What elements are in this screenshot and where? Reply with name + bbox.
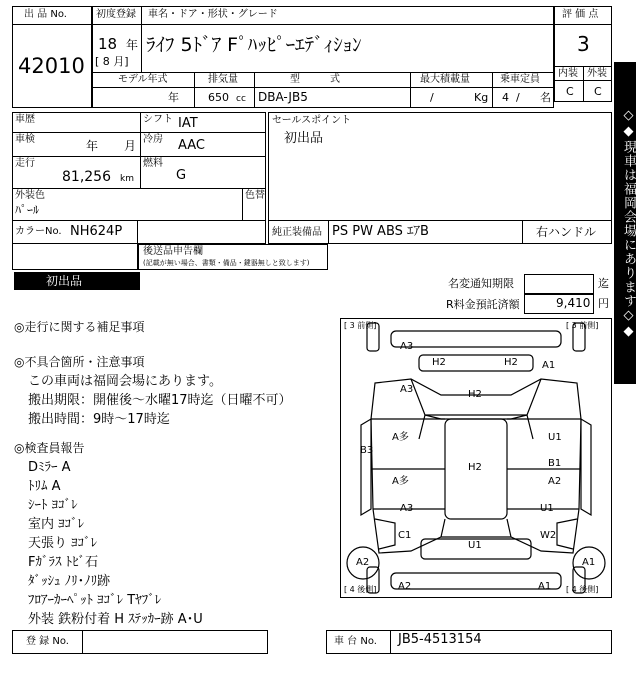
aftermarket-label: 後送品申告欄 — [143, 246, 203, 257]
fuel-value: G — [176, 168, 187, 183]
car-diagram-svg — [341, 319, 611, 597]
damage-mark: A3 — [400, 341, 414, 352]
defect-line: この車両は福岡会場にあります。 — [28, 374, 222, 389]
displacement-label: 排気量 — [208, 74, 238, 85]
color-no-box — [12, 220, 138, 270]
exterior-label: 外装 — [587, 68, 607, 79]
model-year-unit: 年 — [168, 91, 179, 104]
first-listing-text: 初出品 — [46, 274, 83, 288]
type-value: DBA-JB5 — [258, 90, 308, 104]
color-change-label: 色替 — [245, 190, 265, 201]
defect-notes-header: ◎不具合箇所・注意事項 — [14, 355, 145, 369]
recycle-label: R料金預託済額 — [446, 298, 520, 311]
inspector-line: ｼｰﾄ ﾖｺﾞﾚ — [28, 498, 78, 513]
chassis-number-value: JB5-4513154 — [398, 632, 482, 647]
damage-mark: A3 — [400, 384, 414, 395]
damage-mark: U1 — [548, 432, 562, 443]
shift-label: シフト — [143, 114, 173, 125]
sales-point-label: セールスポイント — [272, 115, 352, 126]
damage-mark: A多 — [392, 432, 409, 443]
name-change-label: 名変通知期限 — [448, 277, 514, 290]
recycle-unit: 円 — [598, 297, 609, 310]
inspector-line: Dﾐﾗｰ A — [28, 460, 71, 475]
capacity-value: 4 — [502, 91, 509, 104]
name-change-unit: 迄 — [598, 277, 609, 290]
inspector-line: 室内 ﾖｺﾞﾚ — [28, 517, 85, 532]
registration-number-label: 登 録 No. — [26, 636, 69, 647]
interior-grade: C — [566, 85, 574, 98]
fuel-label: 燃料 — [143, 158, 163, 169]
aftermarket-note: (記載が無い場合、書類・備品・鍵器無しと致します) — [143, 259, 310, 267]
damage-mark: H2 — [468, 389, 482, 400]
damage-mark: U1 — [468, 540, 482, 551]
displacement-value: 650 — [208, 91, 229, 104]
defect-line: 搬出時間：9時～17時迄 — [28, 412, 170, 427]
mileage-unit: km — [120, 174, 134, 184]
shift-value: IAT — [178, 116, 198, 131]
damage-mark: A2 — [548, 476, 562, 487]
displacement-unit: cc — [236, 94, 246, 104]
inspection-label: 車検 — [15, 134, 35, 145]
mileage-value: 81,256 — [62, 169, 111, 185]
exterior-color-label: 外装色 — [15, 190, 45, 201]
damage-mark: W2 — [540, 530, 557, 541]
sales-point-value: 初出品 — [284, 131, 324, 146]
inspector-line: Fｶﾞﾗｽ ﾄﾋﾞ石 — [28, 555, 99, 570]
driving-notes-header: ◎走行に関する補足事項 — [14, 320, 145, 334]
inspector-line: ﾌﾛｱｰｶｰﾍﾟｯﾄ ﾖｺﾞﾚ Tﾔﾌﾞﾚ — [28, 593, 162, 608]
lot-number: 42010 — [18, 54, 85, 78]
car-name: ﾗｲﾌ 5ﾄﾞｱ Fﾟﾊｯﾋﾟｰｴﾃﾞｨｼｮﾝ — [146, 34, 362, 56]
damage-mark: A3 — [400, 503, 414, 514]
damage-mark: U1 — [540, 503, 554, 514]
damage-diagram — [340, 318, 612, 598]
inspector-line: ﾄﾘﾑ A — [28, 479, 61, 494]
defect-line: 搬出期限：開催後～水曜17時迄（日曜不可） — [28, 393, 292, 408]
capacity-unit: 名 — [540, 91, 551, 104]
capacity-separator: / — [516, 91, 520, 104]
location-banner-text: ◇◆現車は福岡会場にあります◇◆ — [621, 108, 636, 340]
inspection-month-unit: 月 — [124, 139, 137, 153]
history-label: 車歴 — [15, 114, 35, 125]
color-no-value: NH624P — [70, 224, 123, 239]
rating-value: 3 — [577, 32, 590, 56]
interior-label: 内装 — [558, 68, 578, 79]
corner-label: [ 3 前側] — [344, 321, 377, 330]
damage-mark: H2 — [432, 357, 446, 368]
damage-mark: A1 — [582, 557, 596, 568]
chassis-number-label: 車 台 No. — [334, 636, 377, 647]
equipment-label: 純正装備品 — [272, 227, 322, 238]
damage-mark: A多 — [392, 476, 409, 487]
exterior-color-value: ﾊﾟｰﾙ — [15, 203, 40, 217]
max-load-unit: Kg — [474, 91, 489, 104]
inspection-year-unit: 年 — [86, 139, 99, 153]
max-load-value: / — [430, 91, 434, 104]
inspector-line: ﾀﾞｯｼｭ ﾉﾘ･ﾉﾘ跡 — [28, 574, 111, 589]
steering-value: 右ハンドル — [536, 225, 597, 239]
damage-mark: A2 — [356, 557, 370, 568]
first-registration-year: 18 — [98, 35, 118, 53]
damage-mark: A2 — [398, 581, 412, 592]
damage-mark: A1 — [542, 360, 556, 371]
notes-section — [14, 318, 334, 629]
year-unit: 年 — [126, 38, 139, 52]
damage-mark: H2 — [468, 462, 482, 473]
max-load-label: 最大積載量 — [420, 74, 470, 85]
damage-mark: B1 — [548, 458, 562, 469]
inspector-line: 天張り ﾖｺﾞﾚ — [28, 536, 98, 551]
equipment-value: PS PW ABS ｴｱB — [332, 224, 429, 239]
damage-mark: B3 — [360, 445, 374, 456]
name-change-field — [524, 274, 594, 294]
damage-mark: C1 — [398, 530, 412, 541]
type-label: 型 式 — [290, 74, 340, 85]
mileage-label: 走行 — [15, 158, 35, 169]
rating-label: 評 価 点 — [562, 9, 599, 20]
first-registration-label: 初度登録 — [96, 9, 136, 20]
damage-mark: A1 — [538, 581, 552, 592]
corner-label: [ 4 後側] — [344, 585, 377, 594]
color-no-label: カラーNo. — [15, 226, 62, 237]
inspector-line: 外装 鉄粉付着 H ｽﾃｯｶｰ跡 A･U — [28, 612, 203, 627]
corner-label: [ 3 前側] — [566, 321, 599, 330]
corner-label: [ 4 後側] — [566, 585, 599, 594]
inspector-report-header: ◎検査員報告 — [14, 441, 85, 455]
recycle-value: 9,410 — [556, 296, 591, 310]
model-year-label: モデル年式 — [118, 74, 168, 85]
exterior-grade: C — [594, 85, 602, 98]
ac-value: AAC — [178, 138, 205, 153]
lot-no-label: 出 品 No. — [24, 9, 67, 20]
capacity-label: 乗車定員 — [500, 74, 540, 85]
car-name-label: 車名・ドア・形状・グレード — [148, 9, 278, 20]
ac-label: 冷房 — [143, 134, 163, 145]
damage-mark: H2 — [504, 357, 518, 368]
first-registration-month: [ 8 月] — [95, 55, 129, 68]
